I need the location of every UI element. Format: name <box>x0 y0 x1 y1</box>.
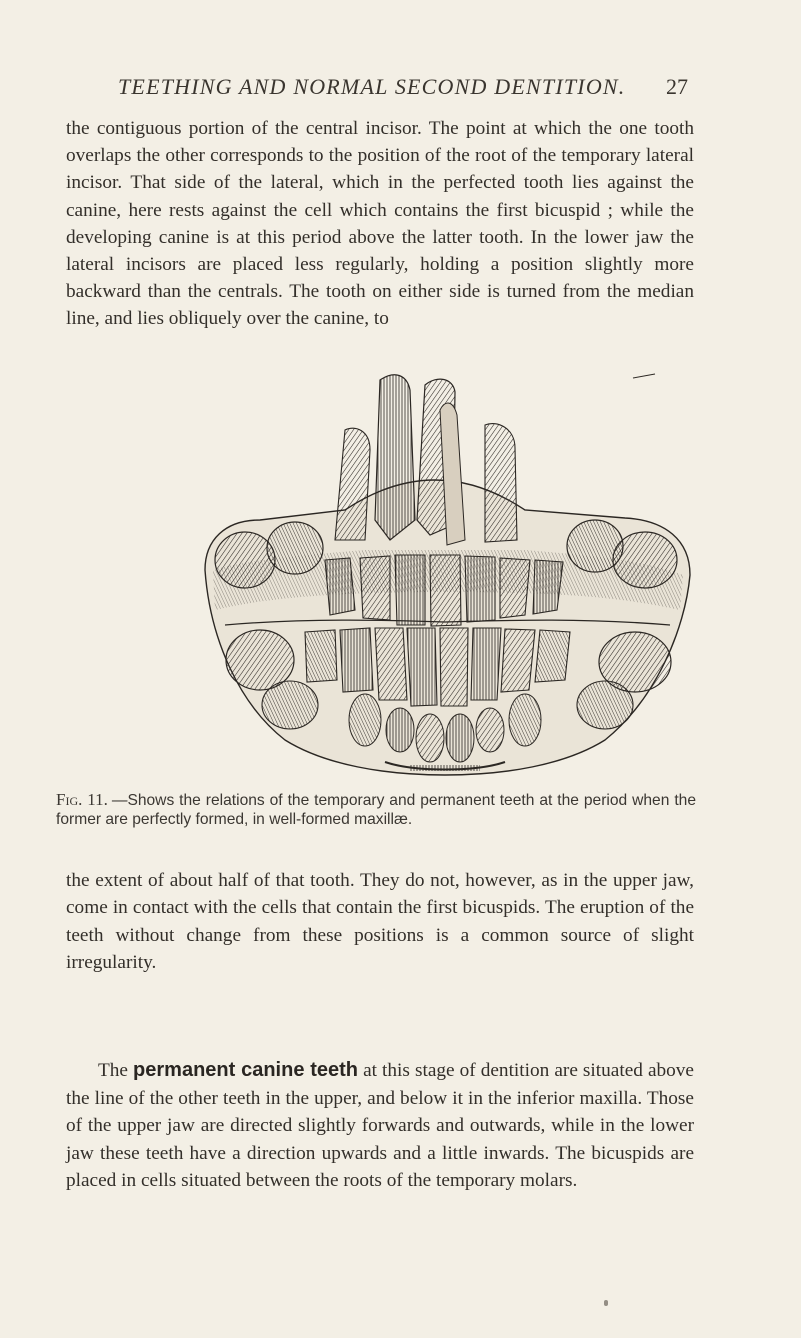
figure-caption <box>56 790 696 829</box>
body-paragraph-3 <box>66 1057 694 1195</box>
running-title: TEETHING AND NORMAL SECOND DENTITION. <box>118 74 626 99</box>
dental-illustration <box>185 370 713 780</box>
paragraph-3-heading: permanent canine teeth <box>133 1059 359 1081</box>
figure-label: Fig. 11. <box>56 790 108 809</box>
paragraph-3-text: at this stage of dentition are situated above the line of the other teeth in the upper, and below it in the inferior maxilla. Those of the upper jaw are directed slightly forwards and outwards, while in the lower jaw these teeth have a direction upwards and a little inwards. The bicuspids are placed in cells situated between the roots of the temporary molars. <box>66 1060 694 1192</box>
running-head <box>118 74 688 104</box>
page-speck <box>604 1300 608 1306</box>
body-paragraph-2: the extent of about half of that tooth. They do not, however, as in the upper jaw, come in contact with the cells that contain the first bicuspids. The eruption of the teeth without change from these positions is a common source of slight irregularity. <box>66 870 694 974</box>
page-number: 27 <box>666 74 688 99</box>
paragraph-3-lead: The <box>98 1060 128 1081</box>
figure-caption-text: —Shows the relations of the temporary and permanent teeth at the period when the former are perfectly formed, in well-formed maxillæ. <box>56 792 696 828</box>
body-paragraph-1: the contiguous portion of the central incisor. The point at which the one tooth overlaps the other corresponds to the position of the root of the temporary lateral incisor. That side of the lateral, which in the perfected tooth lies against the canine, here rests against the cell which contains the first bicuspid ; while the developing canine is at this period above the latter tooth. In the lower jaw the lateral incisors are placed less regularly, holding a position slightly more backward than the centrals. The tooth on either side is turned from the median line, and lies obliquely over the canine, to <box>66 118 694 330</box>
